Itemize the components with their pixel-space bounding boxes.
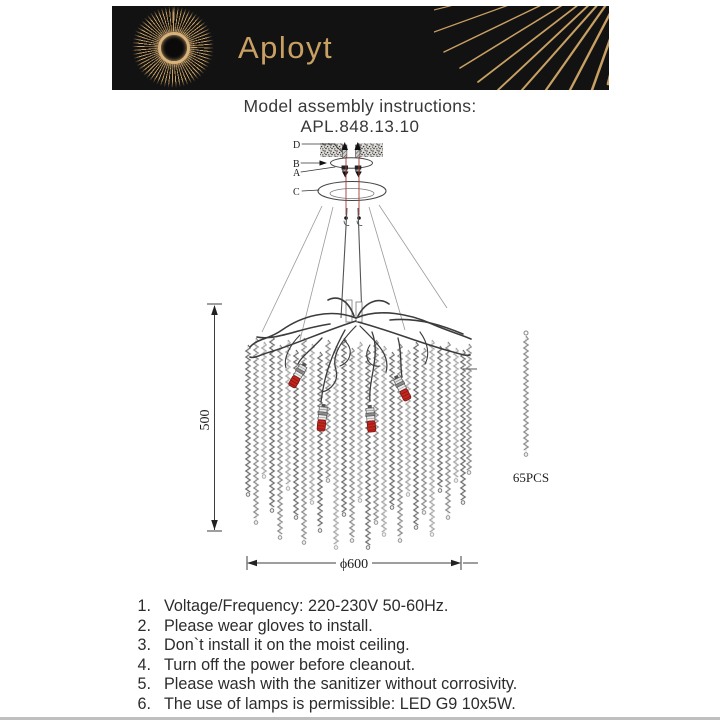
spare-strand <box>524 331 529 456</box>
crystal-strand <box>318 352 323 532</box>
dim-height-value: 500 <box>198 409 213 431</box>
mounting-plate <box>331 158 373 168</box>
instruction-item <box>127 597 627 617</box>
item-number: 6. <box>137 694 151 713</box>
instruction-item <box>127 617 627 637</box>
label-a: A <box>293 168 301 179</box>
item-number: 3. <box>137 636 151 655</box>
crystal-strand <box>524 336 529 456</box>
item-number: 1. <box>137 597 151 615</box>
crystal-strand <box>467 344 472 474</box>
item-text: The use of lamps is permissible: LED G9 10x5W. <box>164 694 516 713</box>
crystal-strand <box>446 342 451 519</box>
nut <box>355 166 362 170</box>
item-number: 4. <box>137 655 151 674</box>
crystal-strand <box>278 345 283 539</box>
instruction-item <box>127 636 627 656</box>
crystal-strand <box>374 340 379 524</box>
model-number: APL.848.13.10 <box>300 117 420 136</box>
crystal-strand <box>350 348 355 542</box>
crystal-strand <box>358 342 363 502</box>
crystal-strand <box>254 338 259 524</box>
item-text: Please wear gloves to install. <box>164 616 373 635</box>
nut <box>342 166 349 170</box>
crystal-strand <box>366 350 371 549</box>
crystal-strand <box>454 348 459 482</box>
dim-diameter-value: ϕ600 <box>339 557 369 572</box>
crystal-strand <box>246 345 251 496</box>
crystal-strand <box>286 340 291 490</box>
hook <box>357 221 362 226</box>
instruction-item <box>127 656 627 676</box>
item-text: Turn off the power before cleanout. <box>164 655 416 674</box>
item-text: Please wash with the sanitizer without corrosivity. <box>164 675 518 694</box>
crystal-strands <box>246 336 472 549</box>
instruction-list <box>127 597 627 715</box>
crystal-strand <box>270 336 275 512</box>
leader-a <box>301 167 335 172</box>
instruction-item <box>127 675 627 695</box>
bolt-end <box>342 172 349 178</box>
brand-name: Aployt <box>238 30 334 65</box>
item-text: Voltage/Frequency: 220-230V 50-60Hz. <box>164 597 449 615</box>
crystal-strand <box>461 350 466 504</box>
spare-strand-callout <box>463 331 549 485</box>
crystal-strand <box>310 344 315 504</box>
page-title: Model assembly instructions: <box>243 96 477 116</box>
crystal-strand <box>414 342 419 529</box>
label-d: D <box>293 140 301 151</box>
crystal-strand <box>382 346 387 536</box>
canopy <box>318 182 386 201</box>
lamp-socket-g9 <box>316 404 328 432</box>
label-c: C <box>293 187 300 198</box>
leader-b-arrow-icon <box>320 160 328 165</box>
crystal-strand <box>406 350 411 496</box>
leader-c <box>302 190 319 191</box>
ceiling-slab-right <box>358 143 383 157</box>
crystal-strand <box>438 346 443 492</box>
instruction-item <box>127 695 627 715</box>
strand-count-label: 65PCS <box>512 470 550 485</box>
crystal-strand <box>390 352 395 509</box>
dimension-height <box>198 304 222 531</box>
crystal-strand <box>430 340 435 536</box>
ceiling-mount-diagram <box>293 140 386 226</box>
label-b: B <box>293 159 300 170</box>
item-number: 5. <box>137 675 151 694</box>
screw <box>357 216 361 220</box>
item-text: Don`t install it on the moist ceiling. <box>164 636 410 655</box>
dimension-diameter <box>247 556 478 572</box>
crystal-strand <box>422 348 427 514</box>
crystal-strand <box>262 342 267 478</box>
item-number: 2. <box>137 616 151 635</box>
